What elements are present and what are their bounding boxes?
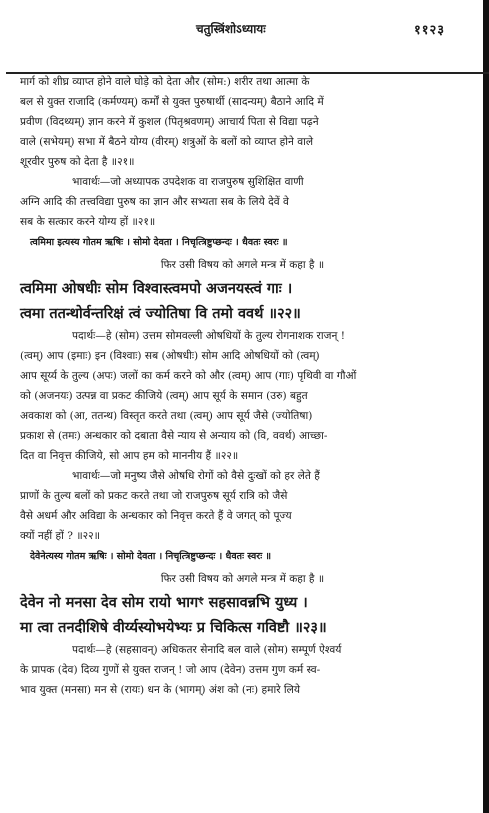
section-verse-22 xyxy=(20,232,465,546)
text-line: प्रवीण (विदथ्यम्) ज्ञान करने में कुशल (पितृश्रवणम्) आचार्य पिता से विद्या पढ़ने xyxy=(20,116,319,128)
bhavarth-line: प्राणों के तुल्य बलों को प्रकट करते तथा जो राजपुरुष सूर्य रात्रि को जैसे xyxy=(20,490,288,502)
padarth-line: (त्वम्) आप (इमाः) इन (विश्वाः) सब (ओषधीः) सोम आदि ओषधियों को (त्वम्) xyxy=(20,350,320,362)
text-line: वाले (सभेयम्) सभा में बैठने योग्य (वीरम्) शत्रुओं के बलों को व्याप्त होने वाले xyxy=(20,136,314,148)
scan-edge-shadow xyxy=(483,0,489,813)
bhavarth-line: सब के सत्कार करने योग्य हों ॥२१॥ xyxy=(20,216,156,228)
bhavarth-line: अग्नि आदि की तत्त्वविद्या पुरुष का ज्ञान और सभ्यता सब के लिये देवें वे xyxy=(20,196,289,208)
padarth-line: पदार्थः—हे (सहसावन्) अधिकतर सेनादि बल वाले (सोम) सम्पूर्ण ऐश्वर्य xyxy=(72,644,342,656)
text-line: मार्ग को शीघ्र व्याप्त होने वाले घोड़े को देता और (सोम:) शरीर तथा आत्मा के xyxy=(20,76,310,88)
section-verse-23 xyxy=(20,546,465,700)
bhavarth-line: भावार्थः—जो अध्यापक उपदेशक वा राजपुरुष सुशिक्षित वाणी xyxy=(72,176,304,188)
padarth-line: अवकाश को (आ, ततन्थ) विस्तृत करते तथा (त्वम्) आप सूर्य जैसे (ज्योतिषा) xyxy=(20,410,313,422)
padarth-line: दित वा निवृत्त कीजिये, सो आप हम को माननीय हैं ॥२२॥ xyxy=(20,450,239,462)
padarth-line: पदार्थः—हे (सोम) उत्तम सोमवल्ली ओषधियों के तुल्य रोगनाशक राजन् ! xyxy=(72,330,345,342)
bhavarth-line: भावार्थः—जो मनुष्य जैसे ओषधि रोगों को वैसे दुःखों को हर लेते हैं xyxy=(72,470,320,482)
header-rule xyxy=(6,72,489,74)
padarth-line: प्रकाश से (तमः) अन्धकार को दबाता वैसे न्याय से अन्याय को (वि, ववर्थ) आच्छा- xyxy=(20,430,328,442)
text-line: बल से युक्त राजादि (कर्मण्यम्) कर्मों से युक्त पुरुषार्थी (सादन्यम्) बैठाने आदि में xyxy=(20,96,324,108)
chapter-title: चतुस्त्रिंशोऽध्यायः xyxy=(196,22,266,36)
running-head xyxy=(20,0,465,48)
padarth-line: भाव युक्त (मनसा) मन से (रायः) धन के (भागम्) अंश को (नः) हमारे लिये xyxy=(20,684,300,696)
mantra-line: त्वमा ततन्थोर्वन्तरिक्षं त्वं ज्योतिषा वि तमो ववर्थ ॥२२॥ xyxy=(20,305,301,322)
mantra-line: मा त्वा तनदीशिषे वीर्य्यस्योभयेभ्यः प्र चिकित्स गविष्टौ ॥२३॥ xyxy=(20,619,327,636)
verse-attribution: देवेनेत्यस्य गोतम ऋषिः । सोमो देवता । निचृत्त्रिष्टुप्छन्दः । धैवतः स्वरः ॥ xyxy=(30,551,272,562)
verse-intro: फिर उसी विषय को अगले मन्त्र में कहा है ॥ xyxy=(160,259,325,271)
text-line: शूरवीर पुरुष को देता है ॥२१॥ xyxy=(20,156,135,168)
page-number: ११२३ xyxy=(414,23,446,38)
padarth-line: को (अजनयः) उत्पन्न वा प्रकट कीजिये (त्वम्) आप सूर्य के समान (उरु) बहुत xyxy=(20,390,308,402)
bhavarth-line: क्यों नहीं हों ? ॥२२॥ xyxy=(20,530,101,542)
mantra-line: देवेन नो मनसा देव सोम रायो भागꣳ सहसावन्नभि युध्य । xyxy=(20,594,308,611)
padarth-line: आप सूर्य्य के तुल्य (अपः) जलों का कर्म करने को और (त्वम्) आप (गाः) पृथिवी वा गौओं xyxy=(20,370,357,382)
padarth-line: के प्रापक (देव) दिव्य गुणों से युक्त राजन् ! जो आप (देवेन) उत्तम गुण कर्म स्व- xyxy=(20,664,321,676)
section-verse-21-end xyxy=(20,72,465,232)
verse-intro: फिर उसी विषय को अगले मन्त्र में कहा है ॥ xyxy=(160,573,325,585)
mantra-line: त्वमिमा ओषधीः सोम विश्वास्त्वमपो अजनयस्त्वं गाः । xyxy=(20,280,293,297)
bhavarth-line: वैसे अधर्म और अविद्या के अन्धकार को निवृत्त करते हैं वे जगत् को पूज्य xyxy=(20,510,292,522)
verse-attribution: त्वमिमा इत्यस्य गोतम ऋषिः । सोमो देवता । निचृत्त्रिष्टुप्छन्दः । धैवतः स्वरः ॥ xyxy=(30,237,288,248)
